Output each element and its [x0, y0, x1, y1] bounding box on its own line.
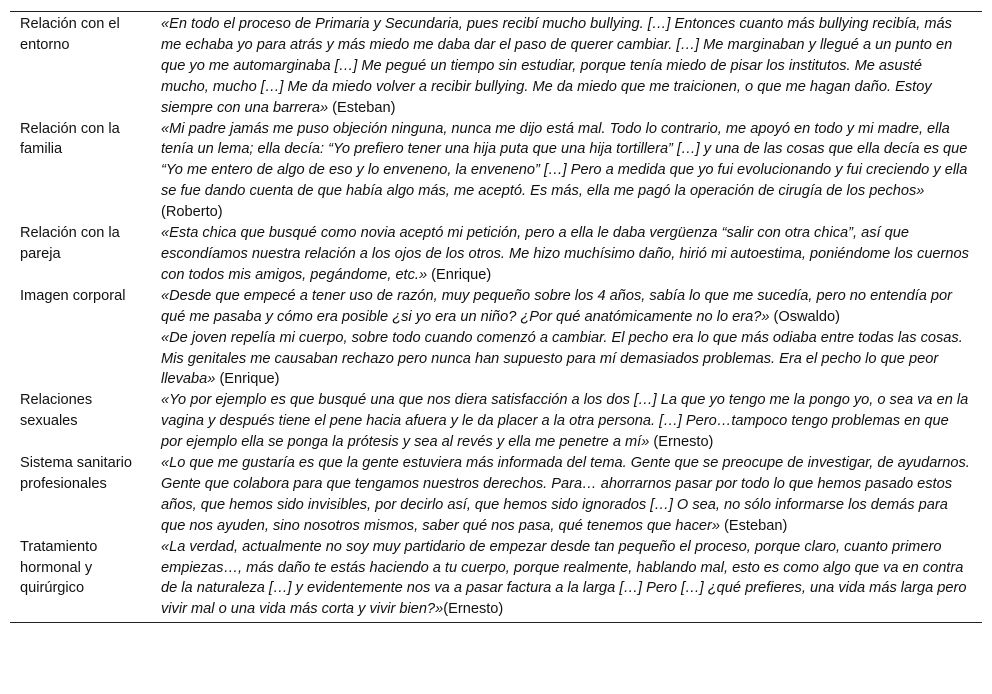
- quote-author: (Enrique): [431, 266, 492, 283]
- quotes-table: [10, 11, 982, 623]
- topic-cell: Tratamiento hormonal y quirúrgico: [20, 538, 98, 597]
- quote-paragraph: [161, 453, 972, 537]
- topic-cell: Relación con la familia: [20, 120, 120, 158]
- quote-paragraph: [161, 223, 972, 286]
- quote-text: «De joven repelía mi cuerpo, sobre todo cuando comenzó a cambiar. El pecho era lo que más odiaba entre todas las cosas. Mis genitales me causaban rechazo pero nunca han supuesto para mí demasiados problemas. Era el pecho lo que peor llevaba»: [161, 329, 963, 388]
- quote-author: (Esteban): [724, 517, 788, 534]
- quote-paragraph: [161, 14, 972, 119]
- quote-cell: [152, 12, 982, 119]
- quote-paragraph: [161, 537, 972, 621]
- quote-author: (Oswaldo): [773, 308, 840, 325]
- quote-text: «Desde que empecé a tener uso de razón, muy pequeño sobre los 4 años, sabía lo que me sucedía, pero no entendía por qué me pasaba y cómo era posible ¿si yo era un niño? ¿Por qué anatómicamente no lo era?»: [161, 287, 953, 325]
- topic-cell: Sistema sanitario profesionales: [20, 455, 132, 492]
- quote-cell: [152, 537, 982, 623]
- quote-author: (Roberto): [161, 204, 223, 221]
- quote-cell: [152, 286, 982, 391]
- quotes-table-grid: [10, 12, 982, 622]
- topic-cell: Relación con la pareja: [20, 225, 120, 262]
- topic-cell: Relación con el entorno: [20, 16, 120, 53]
- quote-text: «En todo el proceso de Primaria y Secundaria, pues recibí mucho bullying. […] Entonces cuanto más bullying recibía, más me echaba yo para atrás y más miedo me daba dar el paso de querer cambiar. […] Me marginaban y llegué a un punto en que yo me automarginaba […] Me pegué un tiempo sin estudiar, porque tenía miedo de pisar los institutos. Me asusté mucho, mucho […] Me da miedo volver a recibir bullying. Me da miedo que me traicionen, o que me hagan daño. Estoy siempre con una barrera»: [161, 16, 953, 116]
- quote-text: «Yo por ejemplo es que busqué una que nos diera satisfacción a los dos […] La que yo tengo me la pongo yo, o sea va en la vagina y después tiene el pene hacia afuera y le da placer a la otra persona. […] Pero…tampoco tengo problemas en que por ejemplo ella se ponga la prótesis y sea al revés y ella me penetre a mí»: [161, 392, 969, 451]
- topic-cell: Imagen corporal: [20, 287, 126, 304]
- quote-author: (Esteban): [332, 99, 396, 116]
- table-row: [10, 390, 982, 453]
- quote-author: (Ernesto): [653, 434, 714, 451]
- quote-author: (Enrique): [219, 371, 280, 388]
- quote-text: «Mi padre jamás me puso objeción ninguna, nunca me dijo está mal. Todo lo contrario, me apoyó en todo y mi madre, ella tenía un lema; ella decía: “Yo prefiero tener una hija puta que una hija tortillera” […] y una de las cosas que ella decía es que “Yo me entero de algo de eso y lo enveneno, la enveneno” […] Pero a medida que yo fui evolucionando y fui creciendo y ella se fue dando cuenta de que había algo más, me aceptó. Es más, ella me pagó la operación de cirugía de los pechos»: [161, 120, 968, 200]
- quote-text: «La verdad, actualmente no soy muy partidario de empezar desde tan pequeño el proceso, porque claro, cuanto primero empiezas…, más daño te estás haciendo a tu cuerpo, porque realmente, hablando mal, esto es como algo que va en contra de la naturaleza […] y evidentemente nos va a pasar factura a la larga […] Pero […] ¿qué prefieres, una vida más larga pero vivir mal o una vida más corta y vivir bien?»: [161, 538, 967, 618]
- quote-text: «Lo que me gustaría es que la gente estuviera más informada del tema. Gente que se preocupe de investigar, de ayudarnos. Gente que colabora para que tengamos nuestros derechos. Para… ahorrarnos pasar por todo lo que hemos pasado estos años, que hemos sido invisibles, por decirlo así, que hemos sido ignorados […] O sea, no sólo informarse los demás para que nos ayuden, sino nosotros mismos, saber qué nos pasa, qué tenemos que hacer»: [161, 455, 970, 534]
- table-row: [10, 286, 982, 391]
- table-row: [10, 453, 982, 537]
- quote-cell: [152, 119, 982, 224]
- quote-cell: [152, 223, 982, 286]
- quote-author: (Ernesto): [443, 601, 504, 618]
- quote-paragraph: [161, 328, 972, 391]
- quote-paragraph: [161, 286, 972, 328]
- table-row: [10, 12, 982, 119]
- quote-paragraph: [161, 390, 972, 453]
- quote-text: «Esta chica que busqué como novia aceptó mi petición, pero a ella le daba vergüenza “salir con otra chica”, así que escondíamos nuestra relación a los ojos de los otros. Me hizo muchísimo daño, hirió mi autoestima, poniéndome los cuernos con todos mis amigos, pegándome, etc.»: [161, 225, 969, 283]
- topic-cell: Relaciones sexuales: [20, 392, 93, 430]
- table-row: [10, 223, 982, 286]
- table-row: [10, 537, 982, 623]
- quote-cell: [152, 453, 982, 537]
- quote-paragraph: [161, 119, 972, 224]
- table-row: [10, 119, 982, 224]
- quote-cell: [152, 390, 982, 453]
